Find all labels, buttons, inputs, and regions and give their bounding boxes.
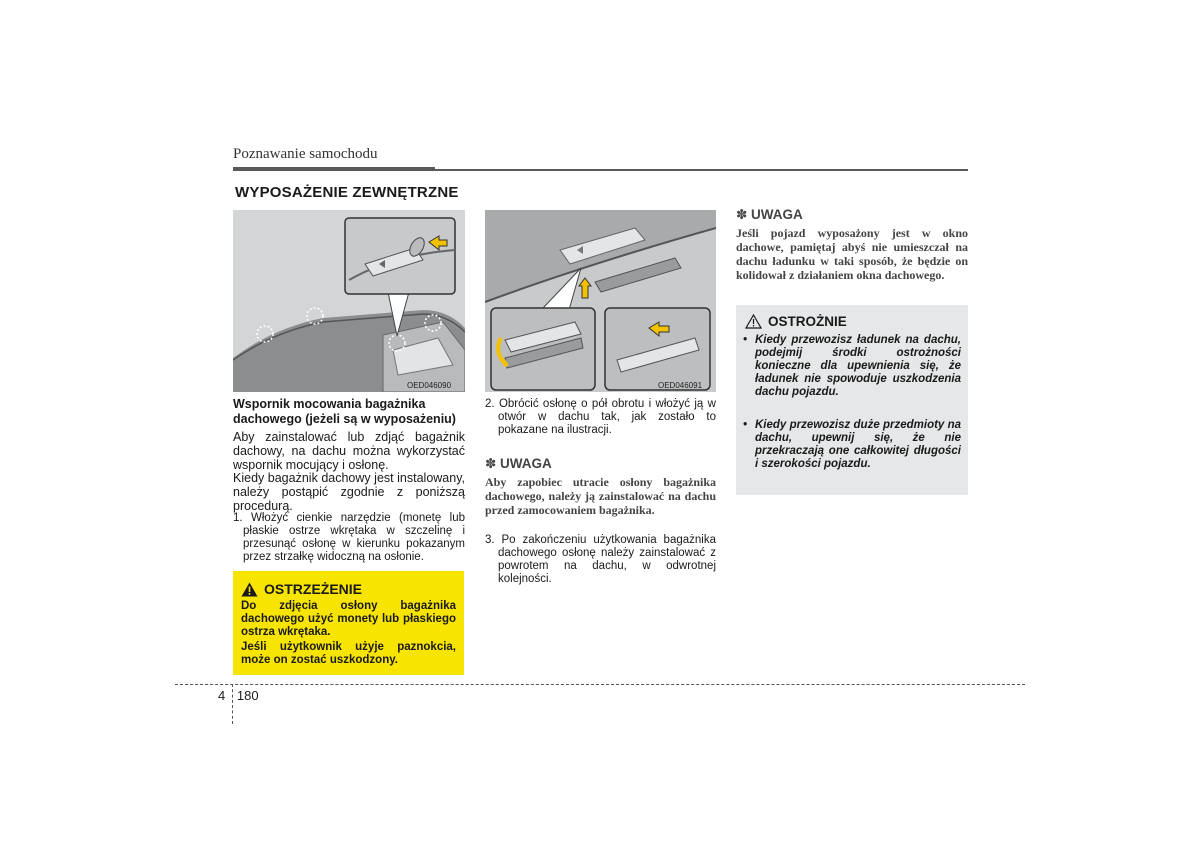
bullet: • <box>743 334 748 346</box>
sunroof-note-title: ✽ UWAGA <box>736 207 803 222</box>
warning-text-1: Do zdjęcia osłony bagażnika dachowego użyć monety lub płaskiego ostrza wkrętaka. <box>241 600 456 638</box>
step-3: 3. Po zakończeniu użytkowania bagażnika dachowego osłonę należy zainstalować z powrotem na dachu, w odwrotnej kolejności. <box>485 534 716 585</box>
caution-box <box>736 305 968 495</box>
step-2: 2. Obrócić osłonę o pół obrotu i włożyć ją w otwór w dachu tak, jak zostało to pokazane na ilustracji. <box>485 398 716 436</box>
page-header-title: Poznawanie samochodu <box>233 146 378 162</box>
caution-title: OSTROŻNIE <box>768 314 847 329</box>
note-text: Aby zapobiec utracie osłony bagażnika dachowego, należy ją zainstalować na dachu przed zamocowaniem bagażnika. <box>485 475 716 517</box>
figure-code: OED046090 <box>407 381 452 390</box>
caution-item-text: Kiedy przewozisz ładunek na dachu, podejmij środki ostrożności konieczne dla upewnienia się, że ładunek nie spowoduje uszkodzenia dachu pojazdu. <box>755 334 961 398</box>
bullet: • <box>743 419 748 431</box>
caution-item <box>743 334 961 399</box>
note-title: ✽ UWAGA <box>485 456 552 471</box>
caution-item <box>743 419 961 471</box>
section-title: WYPOSAŻENIE ZEWNĘTRZNE <box>235 184 459 201</box>
step-1: 1. Włożyć cienkie narzędzie (monetę lub płaskie ostrze wkrętaka w szczelinę i przesunąć osłonę w kierunku pokazanym przez strzałkę widoczną na osłonie. <box>233 512 465 563</box>
chapter-number: 4 <box>218 688 226 703</box>
cover-rotation-illustration <box>485 210 716 392</box>
warning-box <box>233 571 464 675</box>
roof-rack-bracket-illustration <box>233 210 465 392</box>
car-roof-drawing <box>233 210 465 392</box>
caution-icon <box>745 314 762 329</box>
figure-code: OED046091 <box>658 381 703 390</box>
page-number <box>218 688 259 703</box>
warning-text-2: Jeśli użytkownik użyje paznokcia, może on zostać uszkodzony. <box>241 641 456 666</box>
subheading: Wspornik mocowania bagażnika dachowego (jeżeli są w wyposażeniu) <box>233 397 456 426</box>
footer-rule <box>175 684 1025 685</box>
paragraph-procedure: Kiedy bagażnik dachowy jest instalowany, należy postąpić zgodnie z poniższą procedurą. <box>233 471 465 513</box>
sunroof-note-text: Jeśli pojazd wyposażony jest w okno dachowe, pamiętaj abyś nie umieszczał na dachu ładunku w taki sposób, że będzie on kolidował z działaniem okna dachowego. <box>736 226 968 282</box>
paragraph-intro: Aby zainstalować lub zdjąć bagażnik dachowy, na dachu można wykorzystać wspornik mocujący i osłonę. <box>233 430 465 472</box>
caution-item-text: Kiedy przewozisz duże przedmioty na dachu, upewnij się, że nie przekraczają one całkowitej długości i szerokości pojazdu. <box>755 419 961 470</box>
header-rule-dark <box>233 167 435 171</box>
warning-icon <box>241 582 258 597</box>
roof-cover-drawing <box>485 210 716 392</box>
page-number-value: 180 <box>236 688 259 703</box>
header-rule <box>435 169 968 171</box>
warning-title: OSTRZEŻENIE <box>264 581 363 597</box>
